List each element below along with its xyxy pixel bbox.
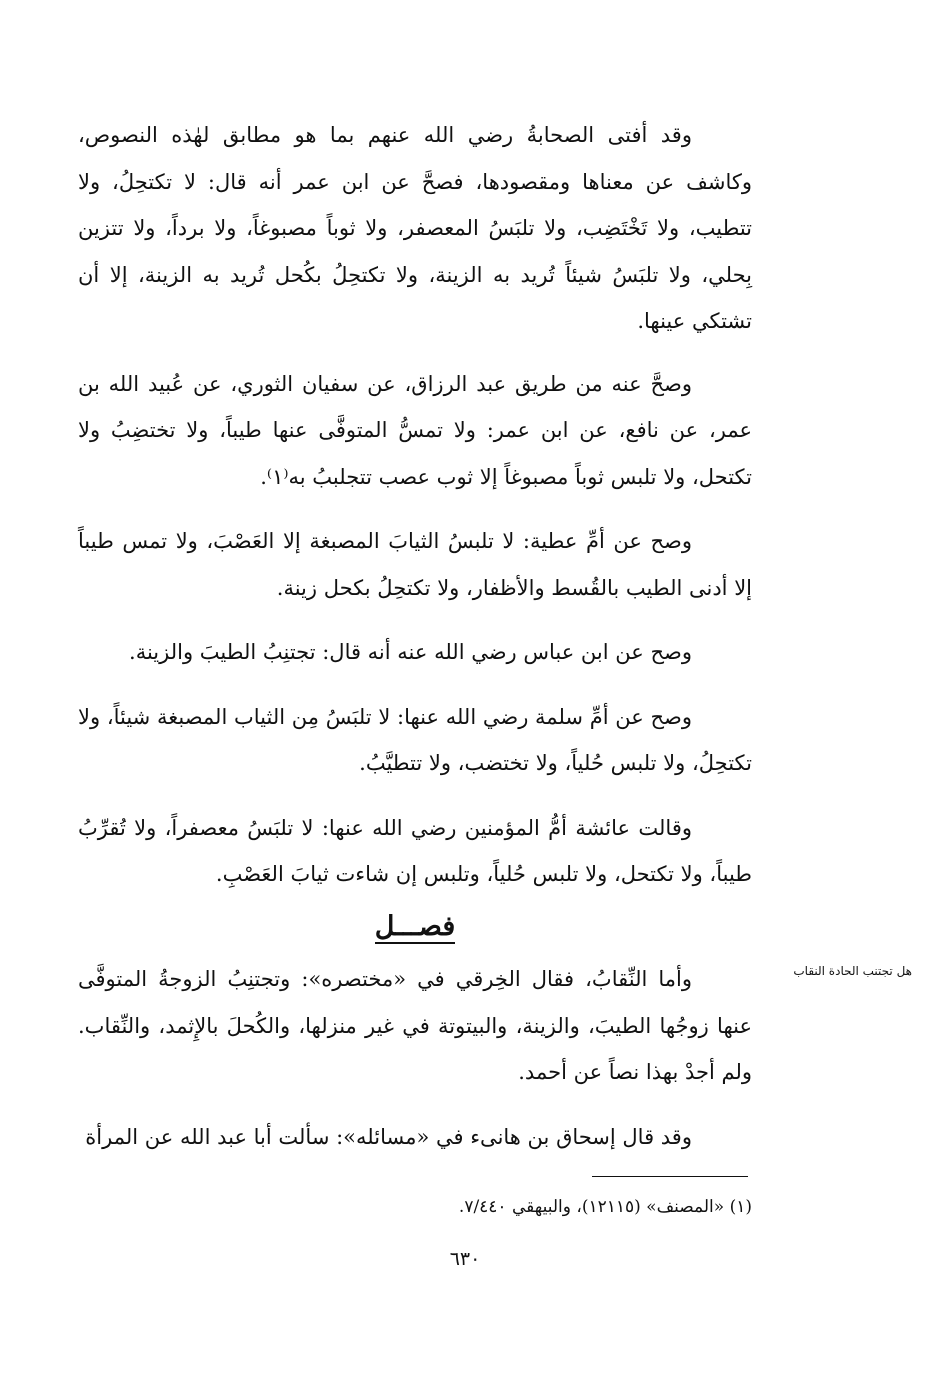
paragraph-5: وصح عن أمِّ سلمة رضي الله عنها: لا تلبَسُ مِن الثياب المصبغة شيئاً، ولا تكتحِلُ، ولا تلبس حُلياً، ولا تختضب، ولا تتطيَّبُ.: [78, 704, 752, 775]
section-heading: [78, 902, 752, 944]
main-text-bottom: [78, 956, 752, 1160]
paragraph-8: وقد قال إسحاق بن هانىء في «مسائله»: سألت أبا عبد الله عن المرأة: [85, 1124, 692, 1149]
paragraph-2: وصحَّ عنه من طريق عبد الرزاق، عن سفيان الثوري، عن عُبيد الله بن عمر، عن نافع، عن ابن عمر: ولا تمسُّ المتوفَّى عنها طيباً، ولا تختضِبُ ولا تكتحل، ولا تلبس ثوباً مصبوغاً إلا ثوب عصب تتجلببُ به⁽١⁾.: [78, 371, 752, 489]
main-text-top: [78, 112, 752, 898]
paragraph-3: وصح عن أمِّ عطية: لا تلبسُ الثيابَ المصبغة إلا العَصْبَ، ولا تمس طيباً إلا أدنى الطيب بالقُسط والأظفار، ولا تكتحِلُ بكحل زينة.: [78, 529, 752, 600]
page-number: ٦٣٠: [449, 1248, 481, 1270]
margin-note: هل تجتنب الحادة النقاب: [793, 964, 912, 978]
section-heading-text: فصـــل: [374, 911, 456, 942]
paragraph-1: وقد أفتى الصحابةُ رضي الله عنهم بما هو مطابق لهٰذه النصوص، وكاشف عن معناها ومقصودها، فصحَّ عن ابن عمر أنه قال: لا تكتحِلُ، ولا تتطيب، ولا تَخْتَضِب، ولا تلبَسُ المعصفر، ولا ثوباً مصبوغاً، ولا برداً، ولا تتزين بِحلي، ولا تلبَسُ شيئاً تُريد به الزينة، ولا تكتحِلُ بكُحل تُريد به الزينة، إلا أن تشتكي عينها.: [78, 123, 752, 333]
paragraph-4: وصح عن ابن عباس رضي الله عنه أنه قال: تجتنِبُ الطيبَ والزينة.: [129, 640, 692, 664]
paragraph-7: وأما النِّقابُ، فقال الخِرقي في «مختصره»: وتجتنِبُ الزوجةُ المتوفَّى عنها زوجُها الطيبَ، والزينة، والبيتوتة في غير منزلها، والكُحلَ بالإِثمد، والنِّقاب. ولم أجدْ بهذا نصاً عن أحمد.: [78, 967, 752, 1084]
footnote-divider: [592, 1176, 748, 1177]
heading-underline: [375, 942, 455, 944]
paragraph-6: وقالت عائشة أمُّ المؤمنين رضي الله عنها: لا تلبَسُ معصفراً، ولا تُقرِّبُ طيباً، ولا تكتحل، ولا تلبس حُلياً، وتلبس إن شاءت ثيابَ العَصْبِ.: [78, 815, 752, 886]
footnote: (١) «المصنف» (١٢١١٥)، والبيهقي ٧/٤٤٠.: [458, 1197, 752, 1217]
